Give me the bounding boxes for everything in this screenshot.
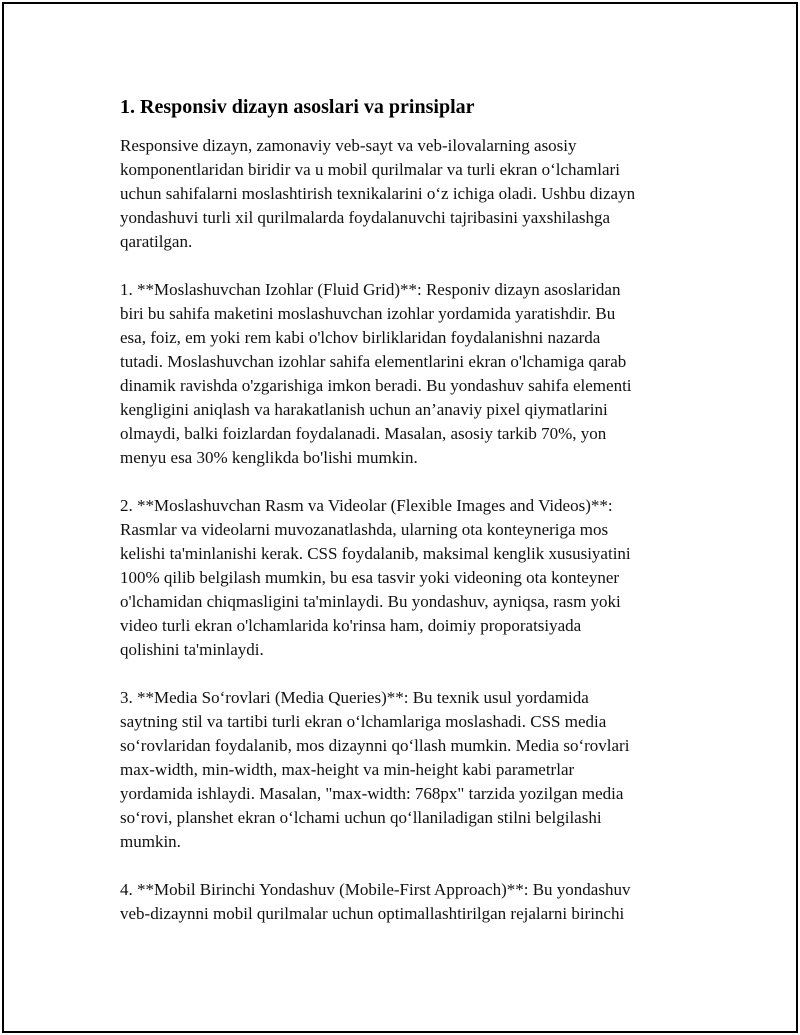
paragraph-line: yordamida ishlaydi. Masalan, "max-width: 768px" tarzida yozilgan media — [120, 784, 624, 803]
paragraph-line: 100% qilib belgilash mumkin, bu esa tasvir yoki videoning ota konteyner — [120, 568, 620, 587]
paragraph — [120, 278, 680, 470]
paragraph-line: Responsive dizayn, zamonaviy veb-sayt va veb-ilovalarning asosiy — [120, 136, 577, 155]
document-page — [2, 2, 798, 1033]
paragraph-line: dinamik ravishda o'zgarishiga imkon beradi. Bu yondashuv sahifa elementi — [120, 376, 632, 395]
document-body — [120, 94, 680, 950]
paragraph-line: soʻrovi, planshet ekran oʻlchami uchun qoʻllaniladigan stilni belgilashi — [120, 808, 602, 827]
paragraph-line: olmaydi, balki foizlardan foydalanadi. Masalan, asosiy tarkib 70%, yon — [120, 424, 607, 443]
paragraph — [120, 878, 680, 926]
paragraph-line: menyu esa 30% kenglikda bo'lishi mumkin. — [120, 448, 418, 467]
paragraph-line: kengligini aniqlash va harakatlanish uchun an’anaviy pixel qiymatlarini — [120, 400, 608, 419]
paragraph-line: qaratilgan. — [120, 232, 193, 251]
paragraph-line: o'lchamidan chiqmasligini ta'minlaydi. Bu yondashuv, ayniqsa, rasm yoki — [120, 592, 621, 611]
paragraph-line: kelishi ta'minlanishi kerak. CSS foydalanib, maksimal kenglik xususiyatini — [120, 544, 631, 563]
section-heading: 1. Responsiv dizayn asoslari va prinsiplar — [120, 96, 475, 118]
paragraph — [120, 134, 680, 254]
paragraph-line: 4. **Mobil Birinchi Yondashuv (Mobile-First Approach)**: Bu yondashuv — [120, 880, 631, 899]
paragraph-line: saytning stil va tartibi turli ekran oʻlchamlariga moslashadi. CSS media — [120, 712, 607, 731]
paragraph-line: biri bu sahifa maketini moslashuvchan izohlar yordamida yaratishdir. Bu — [120, 304, 616, 323]
paragraph-line: uchun sahifalarni moslashtirish texnikalarini oʻz ichiga oladi. Ushbu dizayn — [120, 184, 636, 203]
paragraph — [120, 494, 680, 662]
paragraph-line: mumkin. — [120, 832, 181, 851]
paragraph-line: Rasmlar va videolarni muvozanatlashda, ularning ota konteyneriga mos — [120, 520, 609, 539]
paragraph — [120, 686, 680, 854]
paragraph-list — [120, 134, 680, 926]
paragraph-line: qolishini ta'minlaydi. — [120, 640, 264, 659]
paragraph-line: soʻrovlaridan foydalanib, mos dizaynni qoʻllash mumkin. Media soʻrovlari — [120, 736, 630, 755]
paragraph-line: tutadi. Moslashuvchan izohlar sahifa elementlarini ekran o'lchamiga qarab — [120, 352, 627, 371]
paragraph-line: 1. **Moslashuvchan Izohlar (Fluid Grid)**: Responiv dizayn asoslaridan — [120, 280, 621, 299]
paragraph-line: komponentlaridan biridir va u mobil qurilmalar va turli ekran oʻlchamlari — [120, 160, 620, 179]
paragraph-line: yondashuvi turli xil qurilmalarda foydalanuvchi tajribasini yaxshilashga — [120, 208, 611, 227]
paragraph-line: video turli ekran o'lchamlarida ko'rinsa ham, doimiy proporatsiyada — [120, 616, 582, 635]
paragraph-line: veb-dizaynni mobil qurilmalar uchun optimallashtirilgan rejalarni birinchi — [120, 904, 625, 923]
paragraph-line: esa, foiz, em yoki rem kabi o'lchov birliklaridan foydalanishni nazarda — [120, 328, 601, 347]
paragraph-line: max-width, min-width, max-height va min-height kabi parametrlar — [120, 760, 575, 779]
paragraph-line: 2. **Moslashuvchan Rasm va Videolar (Flexible Images and Videos)**: — [120, 496, 613, 515]
paragraph-line: 3. **Media Soʻrovlari (Media Queries)**: Bu texnik usul yordamida — [120, 688, 589, 707]
